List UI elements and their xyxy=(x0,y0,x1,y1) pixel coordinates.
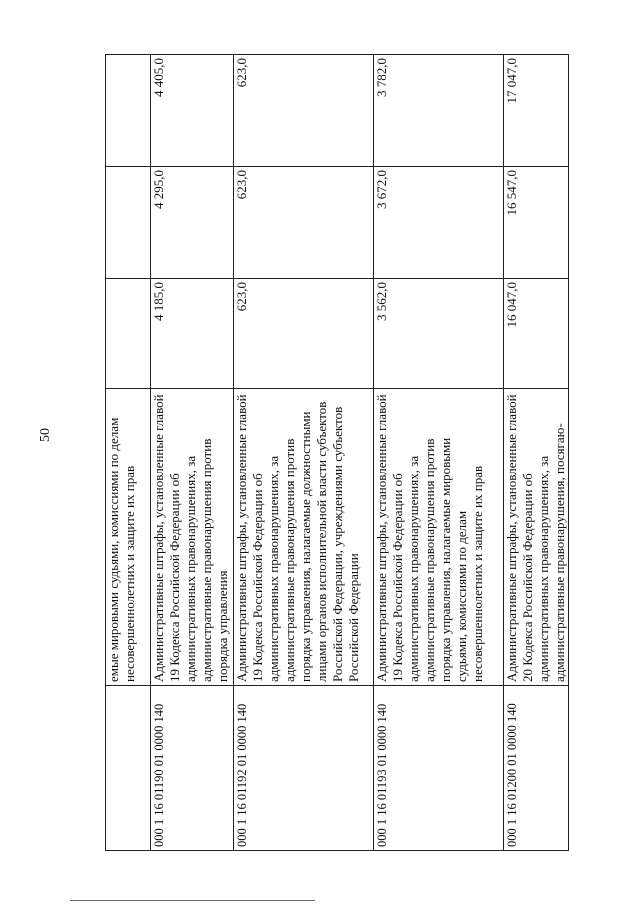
value-year1-cell: 4 185,0 xyxy=(151,279,234,389)
value-year3-cell xyxy=(106,55,151,167)
revenue-name-cell: Административные штрафы, установленные главой 19 Кодекса Российской Федерации об административных правонарушениях, за административные правонарушения против порядка управления xyxy=(151,389,234,686)
value-year1-cell: 16 047,0 xyxy=(504,279,569,389)
value-year3-cell: 17 047,0 xyxy=(504,55,569,167)
value-year2-cell: 16 547,0 xyxy=(504,167,569,279)
value-year1-cell: 623,0 xyxy=(234,279,374,389)
budget-table-container xyxy=(105,55,567,851)
value-year2-cell: 4 295,0 xyxy=(151,167,234,279)
table-row xyxy=(106,55,151,851)
value-year2-cell xyxy=(106,167,151,279)
revenue-name-cell: Административные штрафы, установленные главой 19 Кодекса Российской Федерации об административных правонарушениях, за административные правонарушения против порядка управления, налагаемые должностными лицами органов исполнительной власти субъектов Российской Федерации, учреждениями субъектов Российской Федерации xyxy=(234,389,374,686)
revenue-name-cell: Административные штрафы, установленные главой 20 Кодекса Российской Федерации об административных правонарушениях, за административные правонарушения, посягаю- xyxy=(504,389,569,686)
value-year1-cell xyxy=(106,279,151,389)
value-year2-cell: 3 672,0 xyxy=(374,167,504,279)
table-row xyxy=(374,55,504,851)
table-row xyxy=(234,55,374,851)
value-year3-cell: 623,0 xyxy=(234,55,374,167)
table-row xyxy=(504,55,569,851)
value-year3-cell: 3 782,0 xyxy=(374,55,504,167)
revenue-code-cell: 000 1 16 01192 01 0000 140 xyxy=(234,686,374,851)
revenue-code-cell: 000 1 16 01193 01 0000 140 xyxy=(374,686,504,851)
bottom-divider xyxy=(70,900,315,901)
value-year1-cell: 3 562,0 xyxy=(374,279,504,389)
revenue-name-cell: емые мировыми судьями, комиссиями по делам несовершеннолетних и защите их прав xyxy=(106,389,151,686)
budget-table xyxy=(105,54,569,851)
value-year2-cell: 623,0 xyxy=(234,167,374,279)
page-number: 50 xyxy=(38,428,53,442)
revenue-code-cell: 000 1 16 01190 01 0000 140 xyxy=(151,686,234,851)
value-year3-cell: 4 405,0 xyxy=(151,55,234,167)
revenue-code-cell xyxy=(106,686,151,851)
revenue-name-cell: Административные штрафы, установленные главой 19 Кодекса Российской Федерации об административных правонарушениях, за административные правонарушения против порядка управления, налагаемые мировыми судьями, комиссиями по делам несовершеннолетних и защите их прав xyxy=(374,389,504,686)
revenue-code-cell: 000 1 16 01200 01 0000 140 xyxy=(504,686,569,851)
table-row xyxy=(151,55,234,851)
